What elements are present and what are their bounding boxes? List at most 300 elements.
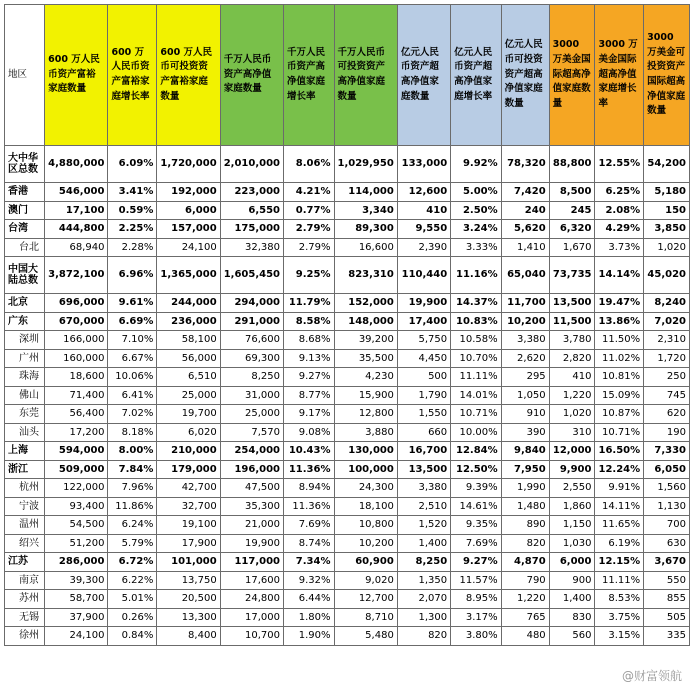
value-cell: 1,860 [549,497,595,516]
table-row [5,257,690,294]
value-cell: 1,030 [549,534,595,553]
value-cell: 16.50% [595,442,644,461]
value-cell: 11.11% [451,368,502,387]
value-cell: 6.09% [108,146,157,183]
value-cell: 4,230 [334,368,397,387]
header-10m-investable: 千万人民币可投资资产高净值家庭数量 [334,5,397,146]
value-cell: 1,720 [644,349,690,368]
value-cell: 11.16% [451,257,502,294]
value-cell: 9.35% [451,516,502,535]
value-cell: 2,510 [397,497,450,516]
value-cell: 696,000 [45,294,108,313]
value-cell: 14.01% [451,386,502,405]
value-cell: 670,000 [45,312,108,331]
value-cell: 12,000 [549,442,595,461]
value-cell: 76,600 [220,331,283,350]
value-cell: 900 [549,571,595,590]
value-cell: 6.19% [595,534,644,553]
value-cell: 223,000 [220,183,283,202]
region-name-cell: 汕头 [5,423,45,442]
watermark: @财富领航 [621,669,682,683]
value-cell: 17,100 [45,201,108,220]
value-cell: 8.77% [284,386,335,405]
value-cell: 10.81% [595,368,644,387]
header-30m-usd-investable: 3000 万美金可投资资产国际超高净值家庭数量 [644,5,690,146]
value-cell: 5.01% [108,590,157,609]
value-cell: 11.57% [451,571,502,590]
value-cell: 3.73% [595,238,644,257]
value-cell: 9.92% [451,146,502,183]
value-cell: 20,500 [157,590,220,609]
value-cell: 1,350 [397,571,450,590]
value-cell: 7,330 [644,442,690,461]
value-cell: 3,380 [501,331,549,350]
value-cell: 310 [549,423,595,442]
value-cell: 24,300 [334,479,397,498]
value-cell: 594,000 [45,442,108,461]
value-cell: 1,220 [501,590,549,609]
value-cell: 12.55% [595,146,644,183]
value-cell: 855 [644,590,690,609]
value-cell: 3,780 [549,331,595,350]
value-cell: 101,000 [157,553,220,572]
value-cell: 500 [397,368,450,387]
value-cell: 11.36% [284,497,335,516]
value-cell: 190 [644,423,690,442]
value-cell: 1,029,950 [334,146,397,183]
value-cell: 24,100 [45,627,108,646]
value-cell: 3.15% [595,627,644,646]
value-cell: 7.10% [108,331,157,350]
value-cell: 505 [644,608,690,627]
value-cell: 47,500 [220,479,283,498]
value-cell: 2.79% [284,220,335,239]
value-cell: 160,000 [45,349,108,368]
region-name-cell: 杭州 [5,479,45,498]
value-cell: 9.91% [595,479,644,498]
value-cell: 8.53% [595,590,644,609]
value-cell: 1,400 [397,534,450,553]
value-cell: 5.00% [451,183,502,202]
value-cell: 6,510 [157,368,220,387]
value-cell: 11,500 [549,312,595,331]
value-cell: 60,900 [334,553,397,572]
value-cell: 560 [549,627,595,646]
value-cell: 10.83% [451,312,502,331]
value-cell: 295 [501,368,549,387]
value-cell: 88,800 [549,146,595,183]
value-cell: 7,420 [501,183,549,202]
value-cell: 9.61% [108,294,157,313]
value-cell: 16,700 [397,442,450,461]
value-cell: 1,220 [549,386,595,405]
value-cell: 15,900 [334,386,397,405]
region-name-cell: 南京 [5,571,45,590]
value-cell: 8,240 [644,294,690,313]
value-cell: 10,800 [334,516,397,535]
value-cell: 2,820 [549,349,595,368]
value-cell: 7.69% [451,534,502,553]
value-cell: 13,500 [397,460,450,479]
value-cell: 291,000 [220,312,283,331]
value-cell: 58,100 [157,331,220,350]
value-cell: 35,300 [220,497,283,516]
region-name-cell: 无锡 [5,608,45,627]
value-cell: 8.94% [284,479,335,498]
table-row [5,516,690,535]
value-cell: 480 [501,627,549,646]
value-cell: 14.61% [451,497,502,516]
region-name-cell: 宁波 [5,497,45,516]
value-cell: 2,070 [397,590,450,609]
table-row [5,146,690,183]
value-cell: 7,570 [220,423,283,442]
value-cell: 7,020 [644,312,690,331]
value-cell: 56,000 [157,349,220,368]
value-cell: 2.28% [108,238,157,257]
value-cell: 10.58% [451,331,502,350]
value-cell: 166,000 [45,331,108,350]
value-cell: 410 [397,201,450,220]
value-cell: 2,550 [549,479,595,498]
value-cell: 10.70% [451,349,502,368]
region-name-cell: 苏州 [5,590,45,609]
header-30m-usd-count: 3000 万美金国际超高净值家庭数量 [549,5,595,146]
value-cell: 820 [501,534,549,553]
value-cell: 3.75% [595,608,644,627]
value-cell: 250 [644,368,690,387]
value-cell: 9.13% [284,349,335,368]
value-cell: 14.11% [595,497,644,516]
value-cell: 823,310 [334,257,397,294]
region-name-cell: 台湾 [5,220,45,239]
value-cell: 6.96% [108,257,157,294]
value-cell: 294,000 [220,294,283,313]
value-cell: 910 [501,405,549,424]
value-cell: 10,200 [334,534,397,553]
value-cell: 7.02% [108,405,157,424]
value-cell: 3,380 [397,479,450,498]
table-row [5,479,690,498]
value-cell: 1,520 [397,516,450,535]
value-cell: 39,300 [45,571,108,590]
value-cell: 25,000 [157,386,220,405]
value-cell: 0.26% [108,608,157,627]
value-cell: 3,850 [644,220,690,239]
value-cell: 2,620 [501,349,549,368]
value-cell: 10.06% [108,368,157,387]
value-cell: 7.96% [108,479,157,498]
value-cell: 12,700 [334,590,397,609]
header-30m-usd-growth: 3000 万美金国际超高净值家庭增长率 [595,5,644,146]
header-600w-investable: 600 万人民币可投资资产富裕家庭数量 [157,5,220,146]
value-cell: 8,250 [220,368,283,387]
region-name-cell: 东莞 [5,405,45,424]
value-cell: 6,000 [157,201,220,220]
value-cell: 2.79% [284,238,335,257]
region-name-cell: 广东 [5,312,45,331]
value-cell: 10.71% [595,423,644,442]
value-cell: 11.36% [284,460,335,479]
value-cell: 1,300 [397,608,450,627]
value-cell: 93,400 [45,497,108,516]
value-cell: 1,020 [549,405,595,424]
value-cell: 10,200 [501,312,549,331]
value-cell: 6,050 [644,460,690,479]
value-cell: 9.39% [451,479,502,498]
value-cell: 4,870 [501,553,549,572]
wealth-table [4,4,690,646]
value-cell: 69,300 [220,349,283,368]
value-cell: 19,900 [220,534,283,553]
value-cell: 550 [644,571,690,590]
value-cell: 19,700 [157,405,220,424]
region-name-cell: 澳门 [5,201,45,220]
value-cell: 2.25% [108,220,157,239]
value-cell: 8.68% [284,331,335,350]
value-cell: 4.21% [284,183,335,202]
value-cell: 12.50% [451,460,502,479]
value-cell: 17,000 [220,608,283,627]
value-cell: 12.15% [595,553,644,572]
value-cell: 1,790 [397,386,450,405]
region-name-cell: 台北 [5,238,45,257]
value-cell: 3.24% [451,220,502,239]
value-cell: 410 [549,368,595,387]
table-row [5,331,690,350]
value-cell: 17,600 [220,571,283,590]
table-row [5,312,690,331]
value-cell: 11.11% [595,571,644,590]
value-cell: 130,000 [334,442,397,461]
value-cell: 7.69% [284,516,335,535]
value-cell: 117,000 [220,553,283,572]
table-row [5,627,690,646]
value-cell: 6.67% [108,349,157,368]
value-cell: 1,560 [644,479,690,498]
value-cell: 4,880,000 [45,146,108,183]
value-cell: 7.34% [284,553,335,572]
value-cell: 444,800 [45,220,108,239]
value-cell: 2.08% [595,201,644,220]
table-row [5,590,690,609]
value-cell: 3,340 [334,201,397,220]
region-name-cell: 香港 [5,183,45,202]
value-cell: 1,050 [501,386,549,405]
value-cell: 8,710 [334,608,397,627]
header-100m-count: 亿元人民币资产超高净值家庭数量 [397,5,450,146]
header-100m-investable: 亿元人民币可投资资产超高净值家庭数量 [501,5,549,146]
value-cell: 150 [644,201,690,220]
value-cell: 390 [501,423,549,442]
value-cell: 13,500 [549,294,595,313]
table-row [5,183,690,202]
value-cell: 114,000 [334,183,397,202]
value-cell: 830 [549,608,595,627]
value-cell: 660 [397,423,450,442]
value-cell: 2,310 [644,331,690,350]
region-name-cell: 上海 [5,442,45,461]
table-row [5,238,690,257]
value-cell: 12,800 [334,405,397,424]
value-cell: 157,000 [157,220,220,239]
value-cell: 12.24% [595,460,644,479]
value-cell: 17,900 [157,534,220,553]
value-cell: 32,700 [157,497,220,516]
value-cell: 240 [501,201,549,220]
value-cell: 3.17% [451,608,502,627]
value-cell: 4.29% [595,220,644,239]
value-cell: 630 [644,534,690,553]
value-cell: 78,320 [501,146,549,183]
table-row [5,386,690,405]
value-cell: 148,000 [334,312,397,331]
value-cell: 5,750 [397,331,450,350]
table-row [5,294,690,313]
value-cell: 9.08% [284,423,335,442]
value-cell: 5.79% [108,534,157,553]
header-10m-count: 千万人民币资产高净值家庭数量 [220,5,283,146]
value-cell: 56,400 [45,405,108,424]
region-name-cell: 浙江 [5,460,45,479]
value-cell: 286,000 [45,553,108,572]
value-cell: 25,000 [220,405,283,424]
value-cell: 3.41% [108,183,157,202]
value-cell: 8,500 [549,183,595,202]
table-row [5,460,690,479]
table-row [5,608,690,627]
value-cell: 335 [644,627,690,646]
region-name-cell: 中国大陆总数 [5,257,45,294]
region-name-cell: 大中华区总数 [5,146,45,183]
value-cell: 1,400 [549,590,595,609]
value-cell: 10.71% [451,405,502,424]
value-cell: 236,000 [157,312,220,331]
value-cell: 0.77% [284,201,335,220]
value-cell: 133,000 [397,146,450,183]
value-cell: 11,700 [501,294,549,313]
value-cell: 7.84% [108,460,157,479]
value-cell: 6,550 [220,201,283,220]
value-cell: 3,872,100 [45,257,108,294]
value-cell: 19,900 [397,294,450,313]
value-cell: 700 [644,516,690,535]
value-cell: 2.50% [451,201,502,220]
value-cell: 8,250 [397,553,450,572]
value-cell: 196,000 [220,460,283,479]
value-cell: 1,550 [397,405,450,424]
value-cell: 54,500 [45,516,108,535]
value-cell: 765 [501,608,549,627]
value-cell: 18,600 [45,368,108,387]
value-cell: 100,000 [334,460,397,479]
region-name-cell: 珠海 [5,368,45,387]
value-cell: 13.86% [595,312,644,331]
value-cell: 9,020 [334,571,397,590]
value-cell: 11.79% [284,294,335,313]
value-cell: 89,300 [334,220,397,239]
value-cell: 45,020 [644,257,690,294]
value-cell: 244,000 [157,294,220,313]
value-cell: 54,200 [644,146,690,183]
value-cell: 58,700 [45,590,108,609]
region-name-cell: 江苏 [5,553,45,572]
value-cell: 9,900 [549,460,595,479]
value-cell: 24,800 [220,590,283,609]
value-cell: 6.72% [108,553,157,572]
table-row [5,497,690,516]
region-name-cell: 绍兴 [5,534,45,553]
value-cell: 6.22% [108,571,157,590]
value-cell: 68,940 [45,238,108,257]
value-cell: 179,000 [157,460,220,479]
value-cell: 546,000 [45,183,108,202]
table-row [5,442,690,461]
header-100m-growth: 亿元人民币资产超高净值家庭增长率 [451,5,502,146]
value-cell: 3.80% [451,627,502,646]
header-row [5,5,690,146]
value-cell: 1,410 [501,238,549,257]
value-cell: 820 [397,627,450,646]
value-cell: 65,040 [501,257,549,294]
value-cell: 122,000 [45,479,108,498]
region-name-cell: 徐州 [5,627,45,646]
value-cell: 6.25% [595,183,644,202]
table-row [5,220,690,239]
table-body [5,146,690,646]
region-name-cell: 广州 [5,349,45,368]
value-cell: 4,450 [397,349,450,368]
value-cell: 6,020 [157,423,220,442]
value-cell: 110,440 [397,257,450,294]
value-cell: 15.09% [595,386,644,405]
value-cell: 3,880 [334,423,397,442]
value-cell: 6.41% [108,386,157,405]
value-cell: 6.69% [108,312,157,331]
value-cell: 10.43% [284,442,335,461]
value-cell: 73,735 [549,257,595,294]
value-cell: 37,900 [45,608,108,627]
value-cell: 1,720,000 [157,146,220,183]
value-cell: 11.02% [595,349,644,368]
value-cell: 620 [644,405,690,424]
value-cell: 1,365,000 [157,257,220,294]
region-name-cell: 佛山 [5,386,45,405]
value-cell: 42,700 [157,479,220,498]
value-cell: 745 [644,386,690,405]
value-cell: 890 [501,516,549,535]
value-cell: 11.65% [595,516,644,535]
value-cell: 71,400 [45,386,108,405]
value-cell: 1.90% [284,627,335,646]
value-cell: 509,000 [45,460,108,479]
region-name-cell: 北京 [5,294,45,313]
value-cell: 1.80% [284,608,335,627]
value-cell: 10.00% [451,423,502,442]
header-600w-growth: 600 万人民币资产富裕家庭增长率 [108,5,157,146]
value-cell: 790 [501,571,549,590]
value-cell: 9.27% [284,368,335,387]
table-row [5,534,690,553]
header-600w-count: 600 万人民币资产富裕家庭数量 [45,5,108,146]
value-cell: 8.58% [284,312,335,331]
value-cell: 18,100 [334,497,397,516]
value-cell: 1,990 [501,479,549,498]
value-cell: 14.14% [595,257,644,294]
value-cell: 17,200 [45,423,108,442]
value-cell: 2,010,000 [220,146,283,183]
value-cell: 9,550 [397,220,450,239]
